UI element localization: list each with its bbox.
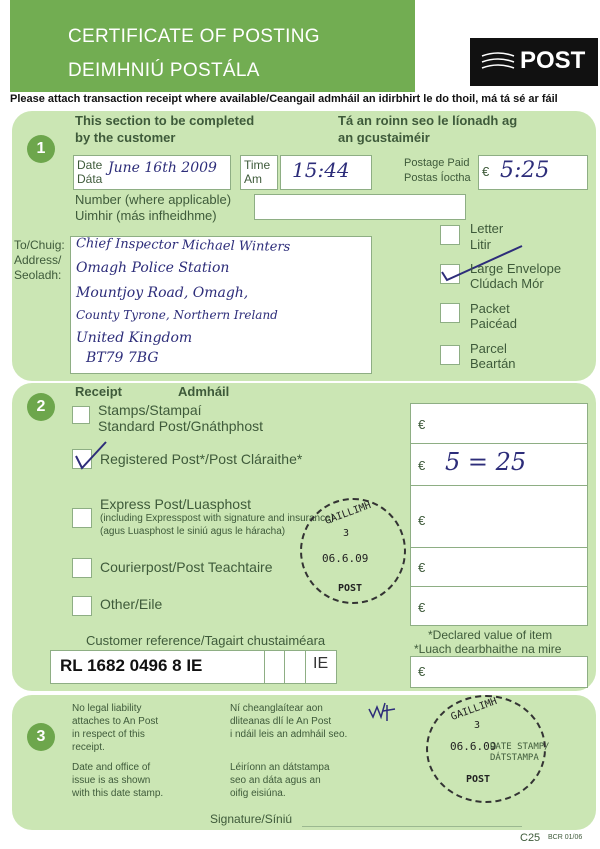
address-line-6: BT79 7BG <box>86 350 159 366</box>
address-line-4: County Tyrone, Northern Ireland <box>76 308 278 322</box>
form-revision: BCR 01/06 <box>548 834 583 841</box>
section-2-number: 2 <box>27 393 55 421</box>
customer-reference-label: Customer reference/Tagairt chustaiméara <box>86 633 326 648</box>
other-checkbox[interactable] <box>72 596 92 616</box>
s3-note-en: receipt. <box>72 742 105 753</box>
s3-note-ga: Ní cheanglaítear aon <box>230 703 323 714</box>
logo-text: POST <box>520 47 586 74</box>
s1-head-en-2: by the customer <box>75 130 176 145</box>
time-label: Time <box>244 158 271 172</box>
s3-note-en: issue is as shown <box>72 775 151 786</box>
large-envelope-label-ga: Clúdach Mór <box>470 276 544 291</box>
s3-note-ga: Léiríonn an dátstampa <box>230 762 330 773</box>
date-value: June 16th 2009 <box>108 160 217 176</box>
packet-checkbox[interactable] <box>440 303 460 323</box>
large-envelope-label: Large Envelope <box>470 261 562 276</box>
stamp-office-number: 3 <box>343 528 350 539</box>
letter-label-ga: Litir <box>470 237 491 252</box>
s3-note-ga: dliteanas dlí le An Post <box>230 716 332 727</box>
s3-note-en: Date and office of <box>72 762 151 773</box>
address-line-5: United Kingdom <box>76 330 193 346</box>
other-label: Other/Eile <box>100 596 163 612</box>
receipt-heading: Receipt <box>75 384 122 399</box>
express-post-note: (including Expresspost with signature and insurance) <box>100 513 335 524</box>
stamp-office-number: 3 <box>474 720 481 731</box>
divider <box>284 650 285 683</box>
initials-signature <box>365 695 401 725</box>
s3-note-en: No legal liability <box>72 703 142 714</box>
customer-reference-value: RL 1682 0496 8 IE <box>60 653 260 678</box>
postage-paid-label: Postage Paid <box>404 157 470 169</box>
s1-head-ga-2: an gcustaiméir <box>338 130 430 145</box>
stamps-label: Stamps/Stampaí <box>98 402 202 418</box>
postage-paid-value: 5:25 <box>500 158 550 183</box>
euro-sign: € <box>418 458 426 473</box>
s1-head-ga-1: Tá an roinn seo le líonadh ag <box>338 113 518 128</box>
address-label: Address/ <box>14 253 62 267</box>
form-code: C25 <box>520 832 541 844</box>
date-label: Date <box>77 158 103 172</box>
to-label: To/Chuig: <box>14 238 65 252</box>
standard-post-label: Standard Post/Gnáthphost <box>98 418 263 434</box>
euro-sign: € <box>418 560 426 575</box>
declared-value-label: *Declared value of item <box>428 628 553 642</box>
euro-sign: € <box>418 417 426 432</box>
section-3-number: 3 <box>27 723 55 751</box>
section-1-number: 1 <box>27 135 55 163</box>
date-label-ga: Dáta <box>77 172 103 186</box>
stamp-brand: POST <box>338 583 363 594</box>
declared-value-field[interactable] <box>410 656 588 688</box>
euro-sign: € <box>418 600 426 615</box>
number-label-ga: Uimhir (más infheidhme) <box>75 208 217 223</box>
parcel-label: Parcel <box>470 341 507 356</box>
s3-note-en: in respect of this <box>72 729 145 740</box>
courierpost-checkbox[interactable] <box>72 558 92 578</box>
s3-note-en: attaches to An Post <box>72 716 159 727</box>
express-post-note-ga: (agus Luasphost le siniú agus le háracha) <box>100 526 286 537</box>
euro-sign: € <box>482 164 490 179</box>
receipt-heading-ga: Admháil <box>178 384 230 399</box>
s3-note-ga: oifig eisiúna. <box>230 788 286 799</box>
divider <box>410 485 588 486</box>
values-column <box>410 403 588 626</box>
title-en: CERTIFICATE OF POSTING <box>68 26 320 47</box>
stamp-date: 06.6.09 <box>322 552 369 565</box>
stamp-place: GAILLIMH <box>323 500 373 527</box>
divider <box>305 650 306 683</box>
registered-post-value: 5 = 25 <box>445 448 527 476</box>
registered-post-label: Registered Post*/Post Cláraithe* <box>100 451 303 467</box>
post-lines-icon <box>480 50 516 72</box>
postage-paid-label-ga: Postas Íoctha <box>404 172 471 184</box>
s3-note-en: with this date stamp. <box>72 788 164 799</box>
parcel-label-ga: Beartán <box>470 356 516 371</box>
divider <box>410 443 588 444</box>
euro-sign: € <box>418 513 426 528</box>
address-line-3: Mountjoy Road, Omagh, <box>76 285 249 301</box>
divider <box>410 547 588 548</box>
express-post-checkbox[interactable] <box>72 508 92 528</box>
packet-label-ga: Paicéad <box>470 316 517 331</box>
s1-head-en-1: This section to be completed <box>75 113 255 128</box>
address-line-1: Chief Inspector Michael Winters <box>75 236 291 255</box>
attach-note: Please attach transaction receipt where available/Ceangail admháil an idirbhirt le do thoil, má tá sé ar fáil <box>10 93 558 105</box>
time-value: 15:44 <box>292 158 350 182</box>
an-post-logo <box>470 38 598 86</box>
stamp-date: 06.6.09 <box>450 740 497 753</box>
euro-sign: € <box>418 664 426 679</box>
number-label: Number (where applicable) <box>75 192 232 207</box>
reference-suffix: IE <box>313 655 329 672</box>
date-stamp-label-ga: DÁTSTAMPA <box>490 753 539 763</box>
s3-note-ga: i ndáil leis an admháil seo. <box>230 729 348 740</box>
declared-value-label-ga: *Luach dearbhaithe na mire <box>414 642 562 656</box>
date-stamp-label: DATE STAMP/ <box>490 742 550 752</box>
number-field[interactable] <box>254 194 466 220</box>
letter-label: Letter <box>470 221 504 236</box>
time-label-ga: Am <box>244 172 262 186</box>
stamp-place: GAILLIMH <box>449 696 499 723</box>
stamp-brand: POST <box>466 774 491 785</box>
courierpost-label: Courierpost/Post Teachtaire <box>100 559 273 575</box>
signature-line <box>302 826 522 827</box>
title-ga: DEIMHNIÚ POSTÁLA <box>68 60 260 81</box>
divider <box>410 586 588 587</box>
address-label-ga: Seoladh: <box>14 268 62 282</box>
address-line-2: Omagh Police Station <box>76 260 230 276</box>
parcel-checkbox[interactable] <box>440 345 460 365</box>
stamps-checkbox[interactable] <box>72 406 90 424</box>
packet-label: Packet <box>470 301 510 316</box>
express-post-label: Express Post/Luasphost <box>100 496 251 512</box>
signature-label: Signature/Síniú <box>210 812 293 826</box>
s3-note-ga: seo an dáta agus an <box>230 775 321 786</box>
divider <box>264 650 265 683</box>
